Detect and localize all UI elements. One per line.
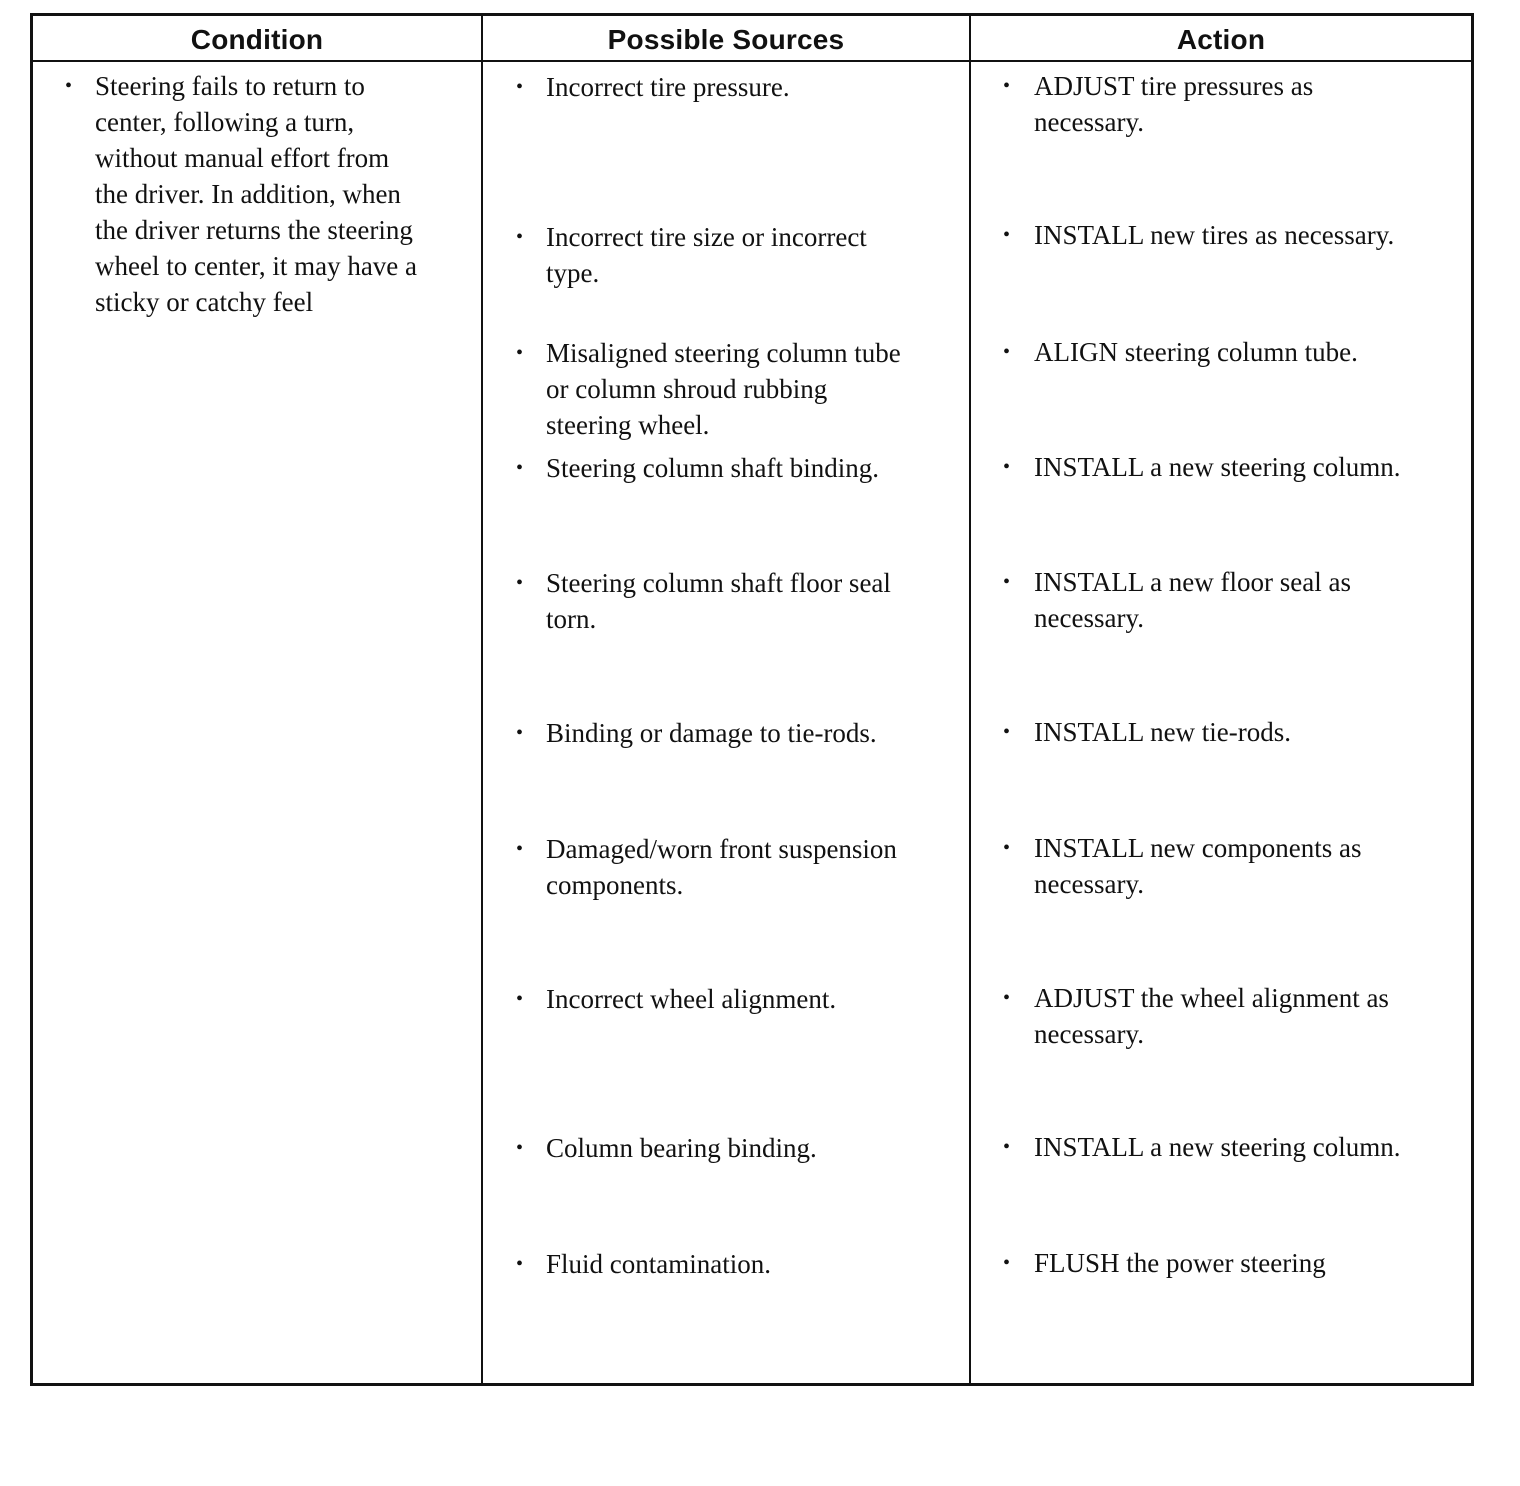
header-action: Action bbox=[1176, 24, 1266, 55]
source-line: Damaged/worn front suspension bbox=[546, 834, 897, 864]
source-bullet: • bbox=[516, 1137, 524, 1159]
source-item bbox=[546, 715, 966, 751]
source-bullet: • bbox=[516, 76, 524, 98]
condition-line: the driver returns the steering bbox=[95, 215, 413, 245]
action-bullet: • bbox=[1003, 224, 1011, 246]
action-line: INSTALL a new steering column. bbox=[1034, 452, 1401, 482]
action-line: necessary. bbox=[1034, 869, 1144, 899]
action-line: INSTALL a new floor seal as bbox=[1034, 567, 1351, 597]
action-bullet: • bbox=[1003, 75, 1011, 97]
source-line: type. bbox=[546, 258, 600, 288]
action-item bbox=[1034, 714, 1470, 750]
header-possible-sources: Possible Sources bbox=[607, 24, 845, 55]
source-item bbox=[546, 981, 966, 1017]
action-item bbox=[1034, 564, 1470, 636]
source-line: steering wheel. bbox=[546, 410, 710, 440]
source-line: Column bearing binding. bbox=[546, 1133, 817, 1163]
action-bullet: • bbox=[1003, 341, 1011, 363]
condition-bullet: • bbox=[65, 75, 73, 97]
action-bullet: • bbox=[1003, 456, 1011, 478]
action-bullet: • bbox=[1003, 837, 1011, 859]
action-line: FLUSH the power steering bbox=[1034, 1248, 1326, 1278]
action-line: INSTALL new tie-rods. bbox=[1034, 717, 1292, 747]
source-item bbox=[546, 69, 966, 105]
action-bullet: • bbox=[1003, 721, 1011, 743]
source-line: components. bbox=[546, 870, 684, 900]
action-line: ALIGN steering column tube. bbox=[1034, 337, 1358, 367]
action-bullet: • bbox=[1003, 987, 1011, 1009]
action-line: INSTALL new tires as necessary. bbox=[1034, 220, 1395, 250]
source-item bbox=[546, 1246, 966, 1282]
column-divider bbox=[481, 16, 483, 1383]
source-line: Binding or damage to tie-rods. bbox=[546, 718, 877, 748]
action-item bbox=[1034, 334, 1470, 370]
action-item bbox=[1034, 217, 1470, 253]
action-line: necessary. bbox=[1034, 1019, 1144, 1049]
diagnosis-table bbox=[30, 13, 1474, 1386]
source-line: Steering column shaft floor seal bbox=[546, 568, 891, 598]
condition-line: sticky or catchy feel bbox=[95, 287, 314, 317]
action-item bbox=[1034, 830, 1470, 902]
source-item bbox=[546, 335, 966, 443]
action-line: ADJUST tire pressures as bbox=[1034, 71, 1314, 101]
action-item bbox=[1034, 1245, 1470, 1281]
condition-line: wheel to center, it may have a bbox=[95, 251, 418, 281]
source-line: Steering column shaft binding. bbox=[546, 453, 879, 483]
action-line: INSTALL new components as bbox=[1034, 833, 1362, 863]
action-line: INSTALL a new steering column. bbox=[1034, 1132, 1401, 1162]
source-item bbox=[546, 831, 966, 903]
action-line: necessary. bbox=[1034, 107, 1144, 137]
source-bullet: • bbox=[516, 572, 524, 594]
action-bullet: • bbox=[1003, 1136, 1011, 1158]
source-line: Misaligned steering column tube bbox=[546, 338, 901, 368]
column-divider bbox=[969, 16, 971, 1383]
action-item bbox=[1034, 449, 1470, 485]
header-condition: Condition bbox=[190, 24, 324, 55]
source-bullet: • bbox=[516, 342, 524, 364]
source-line: Incorrect tire size or incorrect bbox=[546, 222, 867, 252]
source-item bbox=[546, 450, 966, 486]
condition-line: center, following a turn, bbox=[95, 107, 355, 137]
source-bullet: • bbox=[516, 988, 524, 1010]
source-line: torn. bbox=[546, 604, 597, 634]
action-bullet: • bbox=[1003, 571, 1011, 593]
action-item bbox=[1034, 980, 1470, 1052]
source-item bbox=[546, 1130, 966, 1166]
source-line: Incorrect tire pressure. bbox=[546, 72, 790, 102]
condition-line: without manual effort from bbox=[95, 143, 390, 173]
action-item bbox=[1034, 68, 1470, 140]
action-line: ADJUST the wheel alignment as bbox=[1034, 983, 1389, 1013]
source-item bbox=[546, 565, 966, 637]
condition-text bbox=[95, 68, 475, 320]
condition-line: Steering fails to return to bbox=[95, 71, 365, 101]
source-line: or column shroud rubbing bbox=[546, 374, 828, 404]
source-line: Incorrect wheel alignment. bbox=[546, 984, 837, 1014]
header-divider bbox=[33, 60, 1471, 62]
action-bullet: • bbox=[1003, 1252, 1011, 1274]
source-bullet: • bbox=[516, 226, 524, 248]
source-bullet: • bbox=[516, 722, 524, 744]
source-bullet: • bbox=[516, 838, 524, 860]
action-line: necessary. bbox=[1034, 603, 1144, 633]
source-bullet: • bbox=[516, 1253, 524, 1275]
source-line: Fluid contamination. bbox=[546, 1249, 771, 1279]
source-item bbox=[546, 219, 966, 291]
action-item bbox=[1034, 1129, 1470, 1165]
condition-line: the driver. In addition, when bbox=[95, 179, 401, 209]
source-bullet: • bbox=[516, 457, 524, 479]
